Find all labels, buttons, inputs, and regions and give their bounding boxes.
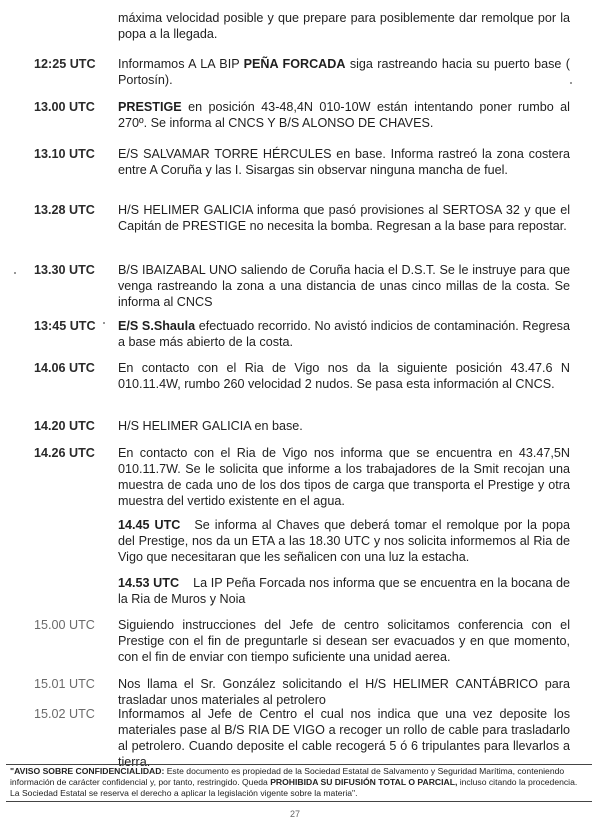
entry-time: 15.02 UTC bbox=[34, 707, 95, 721]
entry-text: Nos llama el Sr. González solicitando el H/S HELIMER CANTÁBRICO para trasladar unos materiales al petrolero bbox=[118, 677, 570, 707]
scan-speck bbox=[570, 82, 572, 84]
entry-time: 13.30 UTC bbox=[34, 263, 95, 277]
intro-text: máxima velocidad posible y que prepare para posiblemente dar remolque por la popa a la llegada. bbox=[118, 11, 570, 41]
entry-text: En contacto con el Ria de Vigo nos informa que se encuentra en 43.47,5N 010.11.7W. Se le solicita que informe a los trabajadores de la Smit recojan una muestra de cada uno de los dos tipos de carga que transporta el Prestige y otra muestra del vertido existente en el agua. bbox=[118, 446, 570, 508]
scan-speck bbox=[103, 322, 105, 324]
entry-time: 12:25 UTC bbox=[34, 57, 96, 71]
entry-text: H/S HELIMER GALICIA informa que pasó provisiones al SERTOSA 32 y que el Capitán de PRESTIGE no necesita la bomba. Regresan a la base para repostar. bbox=[118, 203, 570, 233]
entry-time: 15.00 UTC bbox=[34, 618, 95, 632]
entry-time: 13.28 UTC bbox=[34, 203, 95, 217]
entry-time: 14.20 UTC bbox=[34, 419, 95, 433]
page-number: 27 bbox=[290, 809, 301, 819]
entry-text: Informamos A LA BIP PEÑA FORCADA siga rastreando hacia su puerto base ( Portosín). bbox=[118, 57, 570, 87]
entry-time: 13:45 UTC bbox=[34, 319, 96, 333]
scan-speck bbox=[14, 272, 16, 274]
entry-time: 15.01 UTC bbox=[34, 677, 95, 691]
entry-text: H/S HELIMER GALICIA en base. bbox=[118, 419, 303, 433]
entry-text: E/S SALVAMAR TORRE HÉRCULES en base. Informa rastreó la zona costera entre A Coruña y las I. Sisargas sin observar ninguna mancha de fuel. bbox=[118, 147, 570, 177]
entry-text: Informamos al Jefe de Centro el cual nos indica que una vez deposite los materiales pase al B/S RIA DE VIGO a recoger un rollo de cable para trasladarlo al petrolero. Cuando deposite el cable recogerá 5 ó 6 tripulantes para llevarlos a tierra. bbox=[118, 707, 570, 769]
entry-time: 14.53 UTC bbox=[118, 576, 180, 590]
entry-text: PRESTIGE en posición 43-48,4N 010-10W están intentando poner rumbo al 270º. Se informa al CNCS Y B/S ALONSO DE CHAVES. bbox=[118, 100, 570, 130]
entry-time: 14.45 UTC bbox=[118, 518, 181, 532]
entry-time: 14.26 UTC bbox=[34, 446, 95, 460]
entry-text: B/S IBAIZABAL UNO saliendo de Coruña hacia el D.S.T. Se le instruye para que venga rastreando la zona a una distancia de unas cinco millas de la costa. Se informa al CNCS bbox=[118, 263, 570, 309]
entry-text: Siguiendo instrucciones del Jefe de centro solicitamos conferencia con el Prestige con el fin de preguntarle si desean ser evacuados y en que momento, con el fin de enviar con tiempo suficiente una unidad aerea. bbox=[118, 618, 570, 664]
entry-text: En contacto con el Ria de Vigo nos da la siguiente posición 43.47.6 N 010.11.4W, rumbo 260 velocidad 2 nudos. Se pasa esta información al CNCS. bbox=[118, 361, 570, 391]
confidentiality-notice: "AVISO SOBRE CONFIDENCIALIDAD: Este documento es propiedad de la Sociedad Estatal de Salvamento y Seguridad Marítima, conteniendo información de carácter confidencial y, por tanto, restringido. Queda PROHIBIDA SU DIFUSIÓN TOTAL O PARCIAL, incluso citando la procedencia. La Sociedad Estatal se reserva el derecho a aplicar la legislación vigente sobre la materia". bbox=[6, 764, 592, 802]
entry-time: 14.06 UTC bbox=[34, 361, 95, 375]
entry-text: 14.45 UTC Se informa al Chaves que deberá tomar el remolque por la popa del Prestige, nos da un ETA a las 18.30 UTC y nos solicita informemos al Ria de Vigo que necesitaran que les señalicen con una luz la estacha. bbox=[118, 518, 570, 564]
entry-text: E/S S.Shaula efectuado recorrido. No avistó indicios de contaminación. Regresa a base más abierto de la costa. bbox=[118, 319, 570, 349]
entry-time: 13.10 UTC bbox=[34, 147, 95, 161]
entry-time: 13.00 UTC bbox=[34, 100, 95, 114]
entry-text: 14.53 UTC La IP Peña Forcada nos informa que se encuentra en la bocana de la Ria de Muros y Noia bbox=[118, 576, 570, 606]
